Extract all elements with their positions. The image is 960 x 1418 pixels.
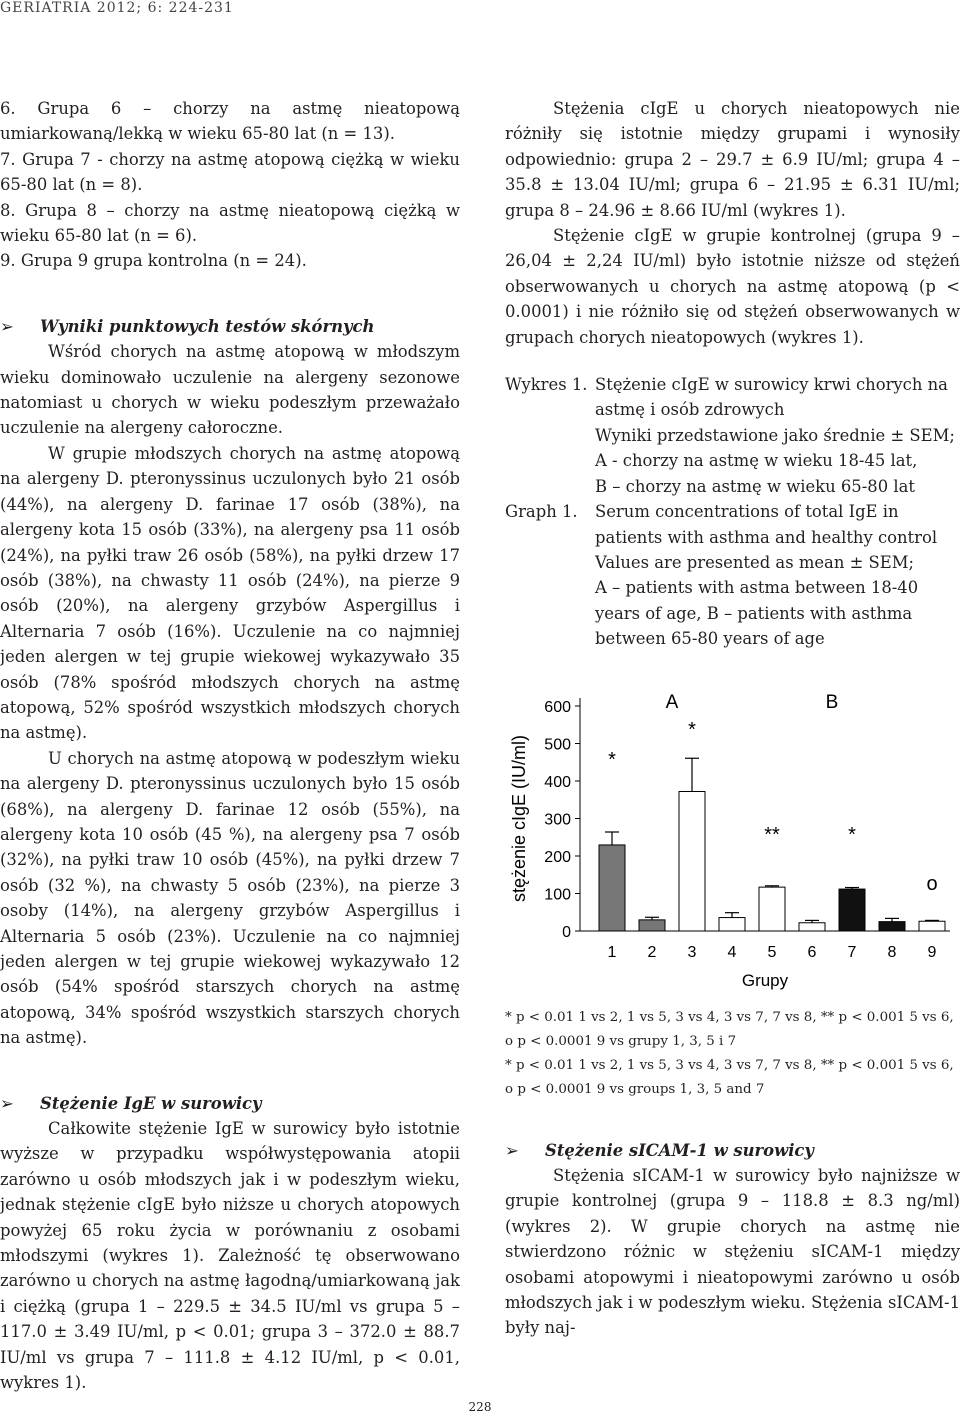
page-number: 228 xyxy=(468,1400,492,1414)
paragraph: W grupie młodszych chorych na astmę atopową na alergeny D. pteronyssinus uczulonych było 21 osób (44%), na alergeny D. farinae 17 osób (38%), na alergeny kota 15 osób (33%), na alergeny psa 11 osób (24%), na pyłki traw 26 osób (58%), na pyłki drzew 17 osób (38%), na chwasty 11 osób (24%), na pierze 9 osób (20%), na alergeny grzybów Aspergillus i Alternaria 7 osób (16%). Uczulenie na co najmniej jeden alergen w tej grupie wiekowej wykazywało 35 osób (78% spośród młodszych chorych na astmę atopową, 52% spośród wszystkich młodszych chorych na astmę). xyxy=(0,443,460,743)
caption-line: Serum concentrations of total IgE in patients with asthma and healthy control xyxy=(595,502,938,547)
bar xyxy=(919,921,945,931)
y-tick-label: 0 xyxy=(562,923,571,941)
x-tick-label: 2 xyxy=(647,943,657,961)
list-item: 8. Grupa 8 – chorzy na astmę nieatopową ciężką w wieku 65-80 lat (n = 6). xyxy=(0,200,460,246)
list-item: 6. Grupa 6 – chorzy na astmę nieatopową umiarkowaną/lekką w wieku 65-80 lat (n = 13). xyxy=(0,99,460,144)
x-tick-label: 1 xyxy=(607,943,617,961)
footnote: * p < 0.01 1 vs 2, 1 vs 5, 3 vs 4, 3 vs 7, 7 vs 8, ** p < 0.001 5 vs 6, o p < 0.0001 9 vs groups 1, 3, 5 and 7 xyxy=(505,1057,954,1097)
paragraph: Wśród chorych na astmę atopową w młodszym wieku dominowało uczulenie na alergeny sezonowe natomiast u chorych w wieku podeszłym przeważało uczulenie na alergeny całoroczne. xyxy=(0,342,460,438)
x-tick-label: 7 xyxy=(847,943,857,961)
caption-line: Values are presented as mean ± SEM; xyxy=(595,552,915,572)
x-tick-label: 3 xyxy=(687,943,697,961)
left-column xyxy=(0,96,460,1396)
caption-line: Stężenie cIgE w surowicy krwi chorych na astmę i osób zdrowych xyxy=(595,375,948,420)
section-heading-sicam: ➢ Stężenie sICAM-1 w surowicy xyxy=(505,1138,960,1163)
significance-marker: * xyxy=(688,718,696,741)
arrow-bullet-icon: ➢ xyxy=(505,1140,519,1160)
footnote: * p < 0.01 1 vs 2, 1 vs 5, 3 vs 4, 3 vs 7, 7 vs 8, ** p < 0.001 5 vs 6, o p < 0.0001 9 vs grupy 1, 3, 5 i 7 xyxy=(505,1009,954,1049)
caption-line: A – patients with astma between 18-40 years of age, B – patients with asthma between 65-80 years of age xyxy=(595,578,919,649)
chart-svg xyxy=(505,676,960,996)
section-heading-skin-tests: ➢ Wyniki punktowych testów skórnych xyxy=(0,314,460,339)
significance-marker: * xyxy=(848,823,856,846)
paragraph: Stężenie cIgE w grupie kontrolnej (grupa 9 – 26,04 ± 2,24 IU/ml) było istotnie niższe od stężeń obserwowanych u chorych na astmę atopową (p < 0.0001) i nie różniło się od stężeń obserwowanych w grupach chorych nieatopowych (wykres 1). xyxy=(505,226,960,347)
x-tick-label: 6 xyxy=(807,943,817,961)
x-tick-label: 9 xyxy=(927,943,937,961)
arrow-bullet-icon: ➢ xyxy=(0,316,14,336)
bar xyxy=(759,887,785,931)
ige-bar-chart xyxy=(505,676,960,996)
caption-line: Wyniki przedstawione jako średnie ± SEM; xyxy=(595,425,955,445)
section-heading-ige: ➢ Stężenie IgE w surowicy xyxy=(0,1091,460,1116)
y-tick-label: 100 xyxy=(544,886,571,904)
bar xyxy=(639,919,665,930)
y-tick-label: 600 xyxy=(544,698,571,716)
paragraph: U chorych na astmę atopową w podeszłym wieku na alergeny D. pteronyssinus uczulonych było 15 osób (68%), na alergeny D. farinae 12 osób (55%), na alergeny kota 10 osób (45 %), na alergeny psa 7 osób (32%), na pyłki traw 10 osób (45%), na pyłki drzew 7 osób (32 %), na chwasty 5 osób (23%), na pierze 3 osoby (14%), na alergeny grzybów Aspergillus i Alternaria 5 osób (23%). Uczulenie na co najmniej jeden alergen w tej grupie wiekowej wykazywało 12 osób (54% spośród starszych chorych na astmę atopową, 34% spośród wszystkich starszych chorych na astmę). xyxy=(0,748,460,1048)
bar xyxy=(879,921,905,930)
significance-marker: o xyxy=(926,872,938,895)
x-tick-label: 5 xyxy=(767,943,777,961)
list-item: 7. Grupa 7 - chorzy na astmę atopową ciężką w wieku 65-80 lat (n = 8). xyxy=(0,149,460,195)
paragraph: Całkowite stężenie IgE w surowicy było istotnie wyższe w przypadku współwystępowania atopii zarówno u osób młodszych jak i w podeszłym wieku, jednak stężenie cIgE było niższe u chorych atopowych powyżej 65 roku życia w porównaniu z osobami młodszymi (wykres 1). Zależność tę obserwowano zarówno u chorych na astmę łagodną/umiarkowaną jak i ciężką (grupa 1 – 229.5 ± 34.5 IU/ml vs grupa 5 – 117.0 ± 3.49 IU/ml, p < 0.01; grupa 3 – 372.0 ± 88.7 IU/ml vs grupa 7 – 111.8 ± 4.12 IU/ml, p < 0.01, wykres 1). xyxy=(0,1119,460,1393)
bar xyxy=(599,844,625,930)
paragraph: Stężenia cIgE u chorych nieatopowych nie różniły się istotnie między grupami i wynosiły odpowiednio: grupa 2 – 29.7 ± 6.9 IU/ml; grupa 4 – 35.8 ± 13.04 IU/ml; grupa 6 – 21.95 ± 6.31 IU/ml; grupa 8 – 24.96 ± 8.66 IU/ml (wykres 1). xyxy=(505,99,960,220)
paragraph: Stężenia sICAM-1 w surowicy było najniższe w grupie kontrolnej (grupa 9 – 118.8 ± 8.3 ng/ml) (wykres 2). W grupie chorych na astmę nie stwierdzono różnic w stężeniu sICAM-1 między osobami atopowymi i nieatopowymi zarówno u osób młodszych jak i w podeszłym wieku. Stężenia sICAM-1 były naj- xyxy=(505,1165,960,1338)
bar xyxy=(679,791,705,931)
caption-label: Wykres 1. xyxy=(505,375,588,395)
group-label: B xyxy=(825,691,839,713)
list-item: 9. Grupa 9 grupa kontrolna (n = 24). xyxy=(0,251,307,271)
significance-marker: ** xyxy=(764,823,780,846)
caption-label: Graph 1. xyxy=(505,502,578,522)
y-tick-label: 300 xyxy=(544,811,571,829)
y-tick-label: 200 xyxy=(544,848,571,866)
significance-marker: * xyxy=(608,748,616,771)
right-column xyxy=(505,96,960,1341)
arrow-bullet-icon: ➢ xyxy=(0,1093,14,1113)
bar xyxy=(719,917,745,930)
x-axis-label: Grupy xyxy=(741,970,789,990)
caption-line: B – chorzy na astmę w wieku 65-80 lat xyxy=(595,476,915,496)
x-tick-label: 4 xyxy=(727,943,737,961)
y-tick-label: 400 xyxy=(544,773,571,791)
y-tick-label: 500 xyxy=(544,736,571,754)
bar xyxy=(839,889,865,931)
x-tick-label: 8 xyxy=(887,943,897,961)
figure-caption-pl xyxy=(505,372,960,499)
y-axis-label: stężenie cIgE (IU/ml) xyxy=(509,734,529,902)
figure-caption-en xyxy=(505,499,960,651)
group-label: A xyxy=(665,691,679,713)
bar xyxy=(799,922,825,930)
caption-line: A - chorzy na astmę w wieku 18-45 lat, xyxy=(595,451,918,471)
journal-header: GERIATRIA 2012; 6: 224-231 xyxy=(0,0,234,16)
chart-notes xyxy=(505,1006,960,1102)
